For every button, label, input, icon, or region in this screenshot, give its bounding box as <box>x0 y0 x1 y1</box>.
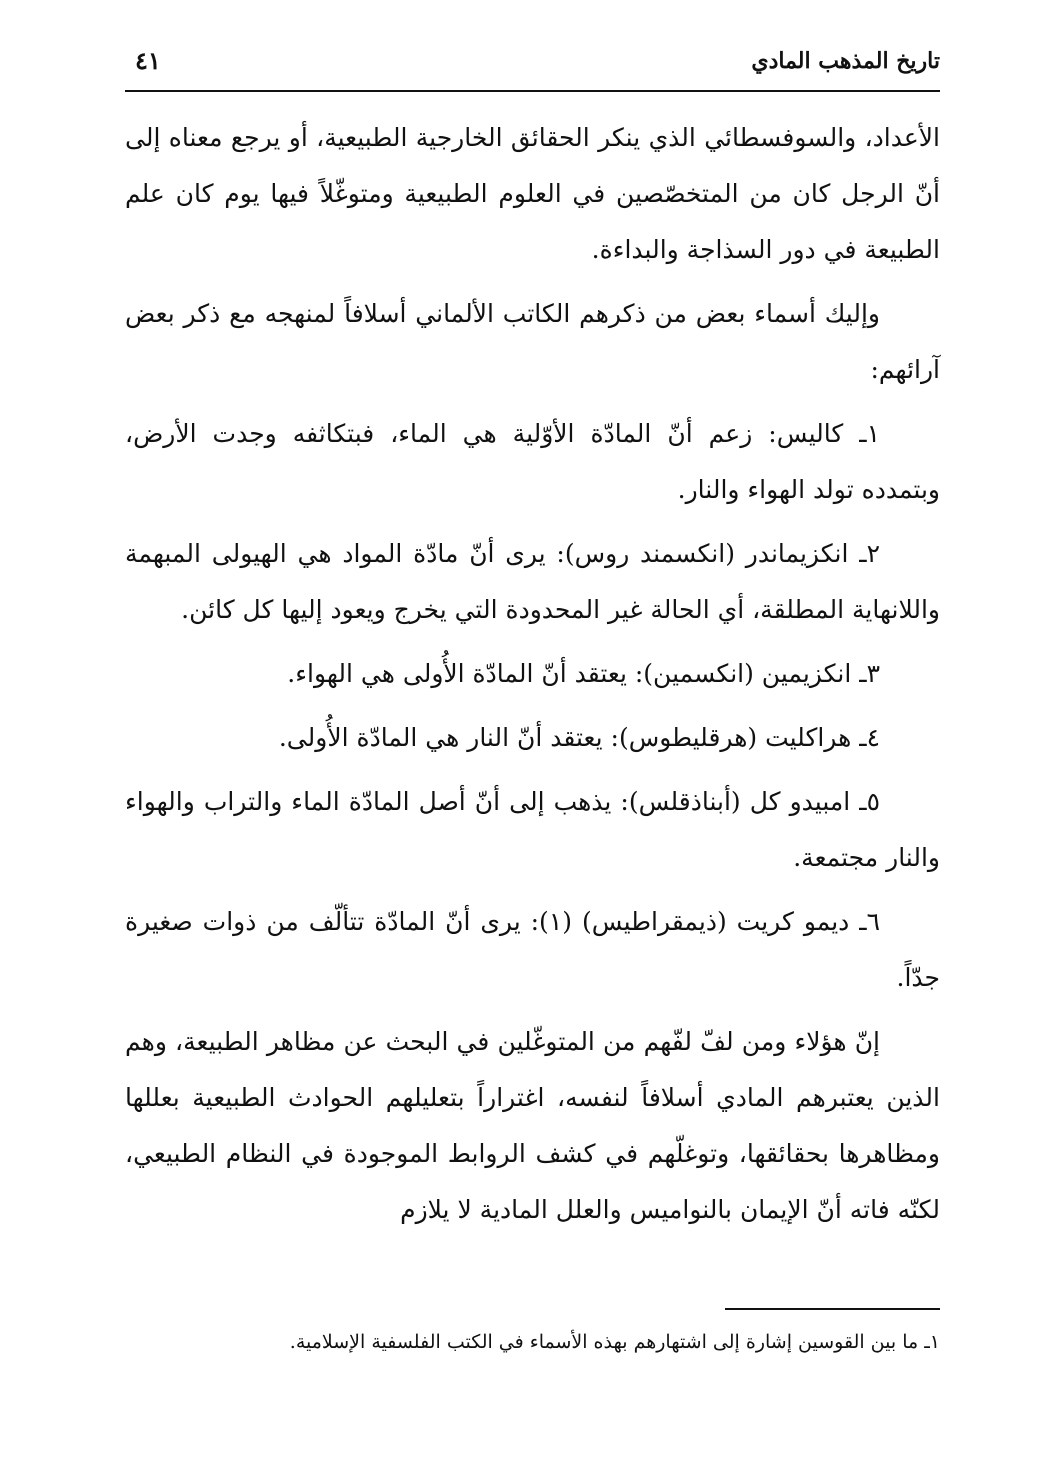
body-text <box>125 110 940 1246</box>
list-item-3: ٣ـ انكزيمين (انكسمين): يعتقد أنّ المادّة الأُولى هي الهواء. <box>287 659 880 688</box>
list-item-5: ٥ـ امبيدو كل (أبناذقلس): يذهب إلى أنّ أصل المادّة الماء والتراب والهواء والنار مجتمعة. <box>125 787 940 872</box>
page-number: ٤١ <box>135 46 161 75</box>
list-item-1: ١ـ كاليس: زعم أنّ المادّة الأوّلية هي الماء، فبتكاثفه وجدت الأرض، وبتمدده تولد الهواء والنار. <box>125 419 940 504</box>
paragraph-2: وإليك أسماء بعض من ذكرهم الكاتب الألماني أسلافاً لمنهجه مع ذكر بعض آرائهم: <box>125 299 940 384</box>
list-item-2: ٢ـ انكزيماندر (انكسمند روس): يرى أنّ مادّة المواد هي الهيولى المبهمة واللانهاية المطلقة، أي الحالة غير المحدودة التي يخرج ويعود إليها كل كائن. <box>125 539 940 624</box>
footnote: ١ـ ما بين القوسين إشارة إلى اشتهارهم بهذه الأسماء في الكتب الفلسفية الإسلامية. <box>289 1331 940 1353</box>
footnote-divider <box>725 1308 940 1310</box>
list-item-4: ٤ـ هراكليت (هرقليطوس): يعتقد أنّ النار هي المادّة الأُولى. <box>278 723 880 752</box>
paragraph-3: إنّ هؤلاء ومن لفّ لفّهم من المتوغّلين في البحث عن مظاهر الطبيعة، وهم الذين يعتبرهم المادي أسلافاً لنفسه، اغتراراً بتعليلهم الحوادث الطبيعية بعللها ومظاهرها بحقائقها، وتوغلّهم في كشف الروابط الموجودة في النظام الطبيعي، لكنّه فاته أنّ الإيمان بالنواميس والعلل المادية لا يلازم <box>125 1027 941 1224</box>
running-title: تاريخ المذهب المادي <box>751 48 940 74</box>
list-item-6: ٦ـ ديمو كريت (ذيمقراطيس) (١): يرى أنّ المادّة تتألّف من ذوات صغيرة جدّاً. <box>125 907 940 992</box>
paragraph-1: الأعداد، والسوفسطائي الذي ينكر الحقائق الخارجية الطبيعية، أو يرجع معناه إلى أنّ الرجل كان من المتخصّصين في العلوم الطبيعية ومتوغّلاً فيها يوم كان علم الطبيعة في دور السذاجة والبداءة. <box>125 123 940 264</box>
page-header <box>125 30 940 92</box>
